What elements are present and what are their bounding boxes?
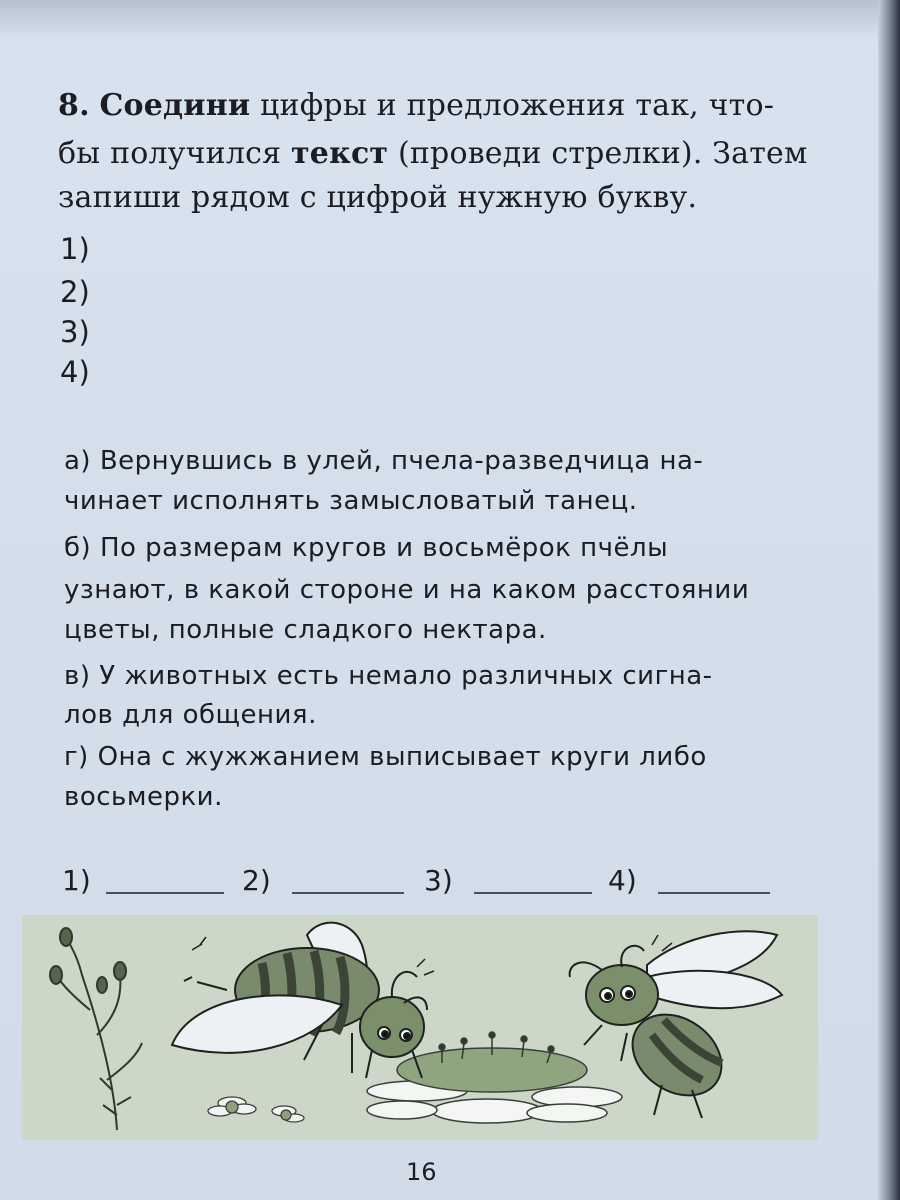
task-line1-text: цифры и предложения так, что- [250,88,775,123]
sentence-b-line-3: цветы, полные сладкого нектара. [64,615,547,645]
numbered-item-2: 2) [60,275,90,309]
task-line2-start: бы получился [58,136,291,171]
answer-label-3: 3) [424,864,453,897]
numbered-item-4: 4) [60,355,90,389]
sentence-a-line-1: а) Вернувшись в улей, пчела-разведчица на- [64,446,704,476]
numbered-item-1: 1) [60,232,90,266]
sentence-v-line-2: лов для общения. [64,700,317,730]
task-number: 8. [58,88,90,123]
sentence-b-line-2: узнают, в какой стороне и на каком расстоянии [64,575,750,605]
bees-drawing [22,915,818,1140]
small-daisy-icon [208,1097,304,1122]
task-keyword-connect: Соедини [99,88,251,123]
task-line3-text: запиши рядом с цифрой нужную букву. [58,180,698,215]
numbered-item-3: 3) [60,315,90,349]
answer-blank-2[interactable] [292,892,404,894]
bellflower-icon [50,928,142,1130]
answer-blank-4[interactable] [658,892,770,894]
sentence-b-line-1: б) По размерам кругов и восьмёрок пчёлы [64,533,669,563]
page-number: 16 [406,1158,437,1186]
task-line2-text: (проведи стрелки). Затем [388,136,808,171]
page-shadow [0,0,900,40]
answer-label-2: 2) [242,864,271,897]
bee-icon [172,923,427,1078]
task-line-1 [58,88,774,123]
answer-label-1: 1) [62,864,91,897]
answer-blank-1[interactable] [106,892,224,894]
task-keyword-text: текст [291,136,389,171]
task-line-2 [58,136,808,171]
sentence-g-line-2: восьмерки. [64,782,223,812]
answer-label-4: 4) [608,864,637,897]
sentence-a-line-2: чинает исполнять замысловатый танец. [64,486,638,516]
book-edge [878,0,900,1200]
answer-blank-3[interactable] [474,892,592,894]
task-line-3 [58,180,697,215]
sentence-v-line-1: в) У животных есть немало различных сигна- [64,661,713,691]
bees-illustration [22,915,818,1140]
sentence-g-line-1: г) Она с жужжанием выписывает круги либо [64,742,707,772]
